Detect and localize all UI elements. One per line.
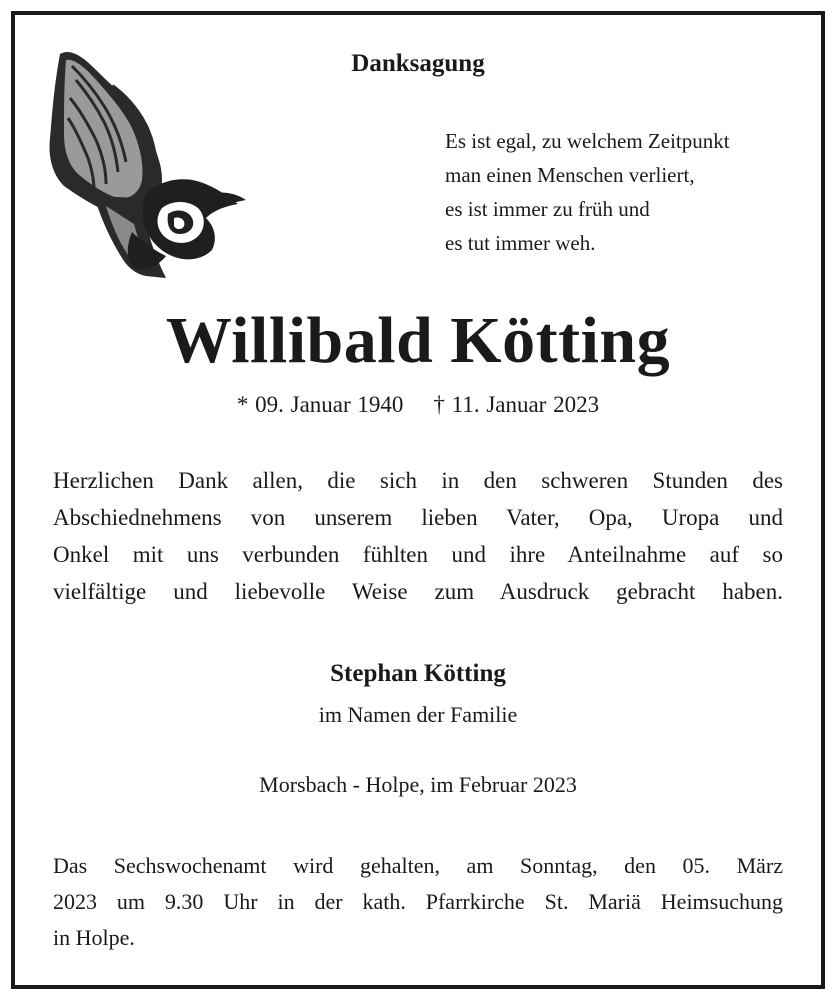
thanks-line: Abschiednehmens von unserem lieben Vater, Opa, Uropa und (53, 505, 783, 530)
mass-line: 2023 um 9.30 Uhr in der kath. Pfarrkirche St. Mariä Heimsuchung (53, 889, 783, 914)
mass-line: Das Sechswochenamt wird gehalten, am Sonntag, den 05. März (53, 853, 783, 878)
birth-date: * 09. Januar 1940 (236, 392, 404, 417)
life-dates (0, 392, 836, 418)
quote-line: es ist immer zu früh und (445, 197, 650, 221)
deceased-name: Willibald Kötting (165, 304, 671, 377)
thanks-line: vielfältige und liebevolle Weise zum Ausdruck gebracht haben. (53, 579, 783, 604)
notice-heading: Danksagung (351, 50, 485, 77)
quote-block (445, 124, 805, 260)
quote-line: man einen Menschen verliert, (445, 163, 695, 187)
death-date: † 11. Januar 2023 (433, 392, 600, 417)
thanks-paragraph (53, 462, 783, 610)
signer-subtitle: im Namen der Familie (318, 702, 518, 727)
thanks-line: Herzlichen Dank allen, die sich in den schweren Stunden des (53, 468, 783, 493)
thanks-line: Onkel mit uns verbunden fühlten und ihre Anteilnahme auf so (53, 542, 783, 567)
mass-line: in Holpe. (53, 925, 135, 950)
place-date: Morsbach - Holpe, im Februar 2023 (259, 772, 577, 797)
quote-line: Es ist egal, zu welchem Zeitpunkt (445, 129, 730, 153)
mass-notice (53, 848, 783, 956)
signer-name: Stephan Kötting (330, 660, 506, 687)
praying-hands-with-rose-icon (42, 46, 247, 281)
quote-line: es tut immer weh. (445, 231, 596, 255)
